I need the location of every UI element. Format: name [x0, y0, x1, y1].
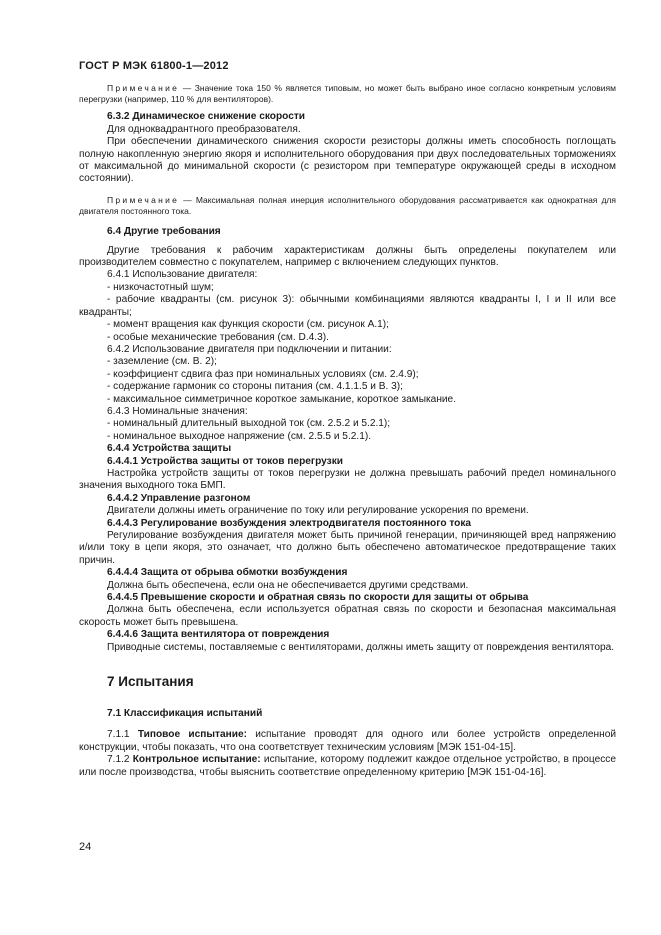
clause-number: 7.1.2: [107, 754, 133, 766]
list-item: - содержание гармоник со стороны питания (см. 4.1.1.5 и В. 3);: [107, 381, 403, 393]
list-item: - номинальное выходное напряжение (см. 2.5.5 и 5.2.1).: [107, 430, 372, 442]
section-heading-6-4-4-4: 6.4.4.4 Защита от обрыва обмотки возбуждения: [107, 567, 348, 579]
list-item: - заземление (см. В. 2);: [107, 356, 217, 368]
paragraph: Должна быть обеспечена, если используется обратная связь по скорости и безопасная максимальная скорость может быть превышена.: [79, 604, 616, 628]
list-item: 6.4.2 Использование двигателя при подключении и питании:: [107, 343, 392, 355]
paragraph: Настройка устройств защиты от токов перегрузки не должна превышать рабочий предел номинального значения выходного тока БМП.: [79, 467, 616, 492]
clause-number: 7.1.1: [107, 729, 138, 741]
list-item: - особые механические требования (см. D.4.3).: [107, 331, 329, 343]
section-heading-7-1: 7.1 Классификация испытаний: [107, 708, 263, 720]
section-heading-6-4: 6.4 Другие требования: [107, 226, 221, 238]
section-heading-7: 7 Испытания: [107, 674, 194, 690]
section-heading-6-4-4: 6.4.4 Устройства защиты: [107, 443, 232, 455]
paragraph: При обеспечении динамического снижения скорости резисторы должны иметь способность поглощать полную накопленную энергию якоря и исполнительного оборудования при двух последовательных торможениях от максимальной до минимальной скорости (с резистором при температуре окружающей среды в исходном состоянии).: [79, 136, 616, 185]
list-item: - номинальный длительный выходной ток (см. 2.5.2 и 5.2.1);: [107, 418, 391, 430]
document-body: [79, 83, 616, 779]
list-item: - низкочастотный шум;: [107, 281, 214, 293]
paragraph-7-1-2: [79, 754, 616, 779]
section-heading-6-4-4-6: 6.4.4.6 Защита вентилятора от повреждения: [107, 629, 330, 641]
note-label: Примечание: [107, 83, 180, 93]
paragraph: Другие требования к рабочим характеристикам должны быть определены покупателем или производителем совместно с покупателем, например с включением следующих пунктов.: [79, 244, 616, 269]
section-heading-6-4-4-5: 6.4.4.5 Превышение скорости и обратная связь по скорости для защиты от обрыва: [107, 592, 529, 604]
list-item: - рабочие квадранты (см. рисунок 3): обычными комбинациями являются квадранты I, I и II или все квадранты;: [79, 294, 616, 318]
term: Типовое испытание:: [137, 729, 247, 741]
paragraph: Приводные системы, поставляемые с вентиляторами, должны иметь защиту от повреждения вентилятора.: [107, 641, 615, 653]
list-item: - момент вращения как функция скорости (см. рисунок А.1);: [107, 319, 389, 331]
note-current-rating: [79, 83, 616, 105]
document-header: ГОСТ Р МЭК 61800-1—2012: [79, 60, 229, 72]
list-item: 6.4.1 Использование двигателя:: [107, 269, 258, 281]
note-text: — Значение тока 150 % является типовым, но может быть выбрано иное согласно конкретным условиям перегрузки (например, 110 % для вентиляторов).: [79, 83, 616, 105]
list-item: - максимальное симметричное короткое замыкание, короткое замыкание.: [107, 393, 457, 405]
note-label: Примечание: [107, 194, 180, 205]
paragraph: Должна быть обеспечена, если она не обеспечивается другими средствами.: [107, 579, 469, 591]
definition: испытание, которому подлежит каждое отдельное устройство, в процессе или после производства, чтобы выяснить соответствие определенному критерию [МЭК 151-04-16].: [79, 754, 616, 778]
section-heading-6-3-2: 6.3.2 Динамическое снижение скорости: [107, 111, 306, 123]
note-inertia: [79, 195, 616, 217]
section-heading-6-4-4-1: 6.4.4.1 Устройства защиты от токов перегрузки: [107, 455, 343, 467]
paragraph: Для одноквадрантного преобразователя.: [107, 123, 301, 135]
section-heading-6-4-4-2: 6.4.4.2 Управление разгоном: [107, 492, 251, 504]
page-number: 24: [79, 841, 92, 853]
section-heading-6-4-4-3: 6.4.4.3 Регулирование возбуждения электродвигателя постоянного тока: [107, 517, 472, 529]
paragraph: Регулирование возбуждения двигателя может быть причиной генерации, причиняющей вред напряжению и/или току в цепи якоря, это означает, что должно быть обеспечено автоматическое предотвращение таких причин.: [79, 530, 616, 566]
term: Контрольное испытание:: [132, 754, 261, 766]
paragraph-7-1-1: [79, 729, 616, 754]
list-item: 6.4.3 Номинальные значения:: [107, 405, 248, 417]
paragraph: Двигатели должны иметь ограничение по току или регулирование ускорения по времени.: [107, 505, 529, 517]
list-item: - коэффициент сдвига фаз при номинальных условиях (см. 2.4.9);: [107, 368, 419, 380]
note-text: — Максимальная полная инерция исполнительного оборудования рассматривается как однократная для двигателя постоянного тока.: [79, 194, 616, 217]
definition: испытание проводят для одного или более устройств определенной конструкции, чтобы показать, что она соответствует техническим условиям [МЭК 151-04-15].: [79, 729, 616, 753]
